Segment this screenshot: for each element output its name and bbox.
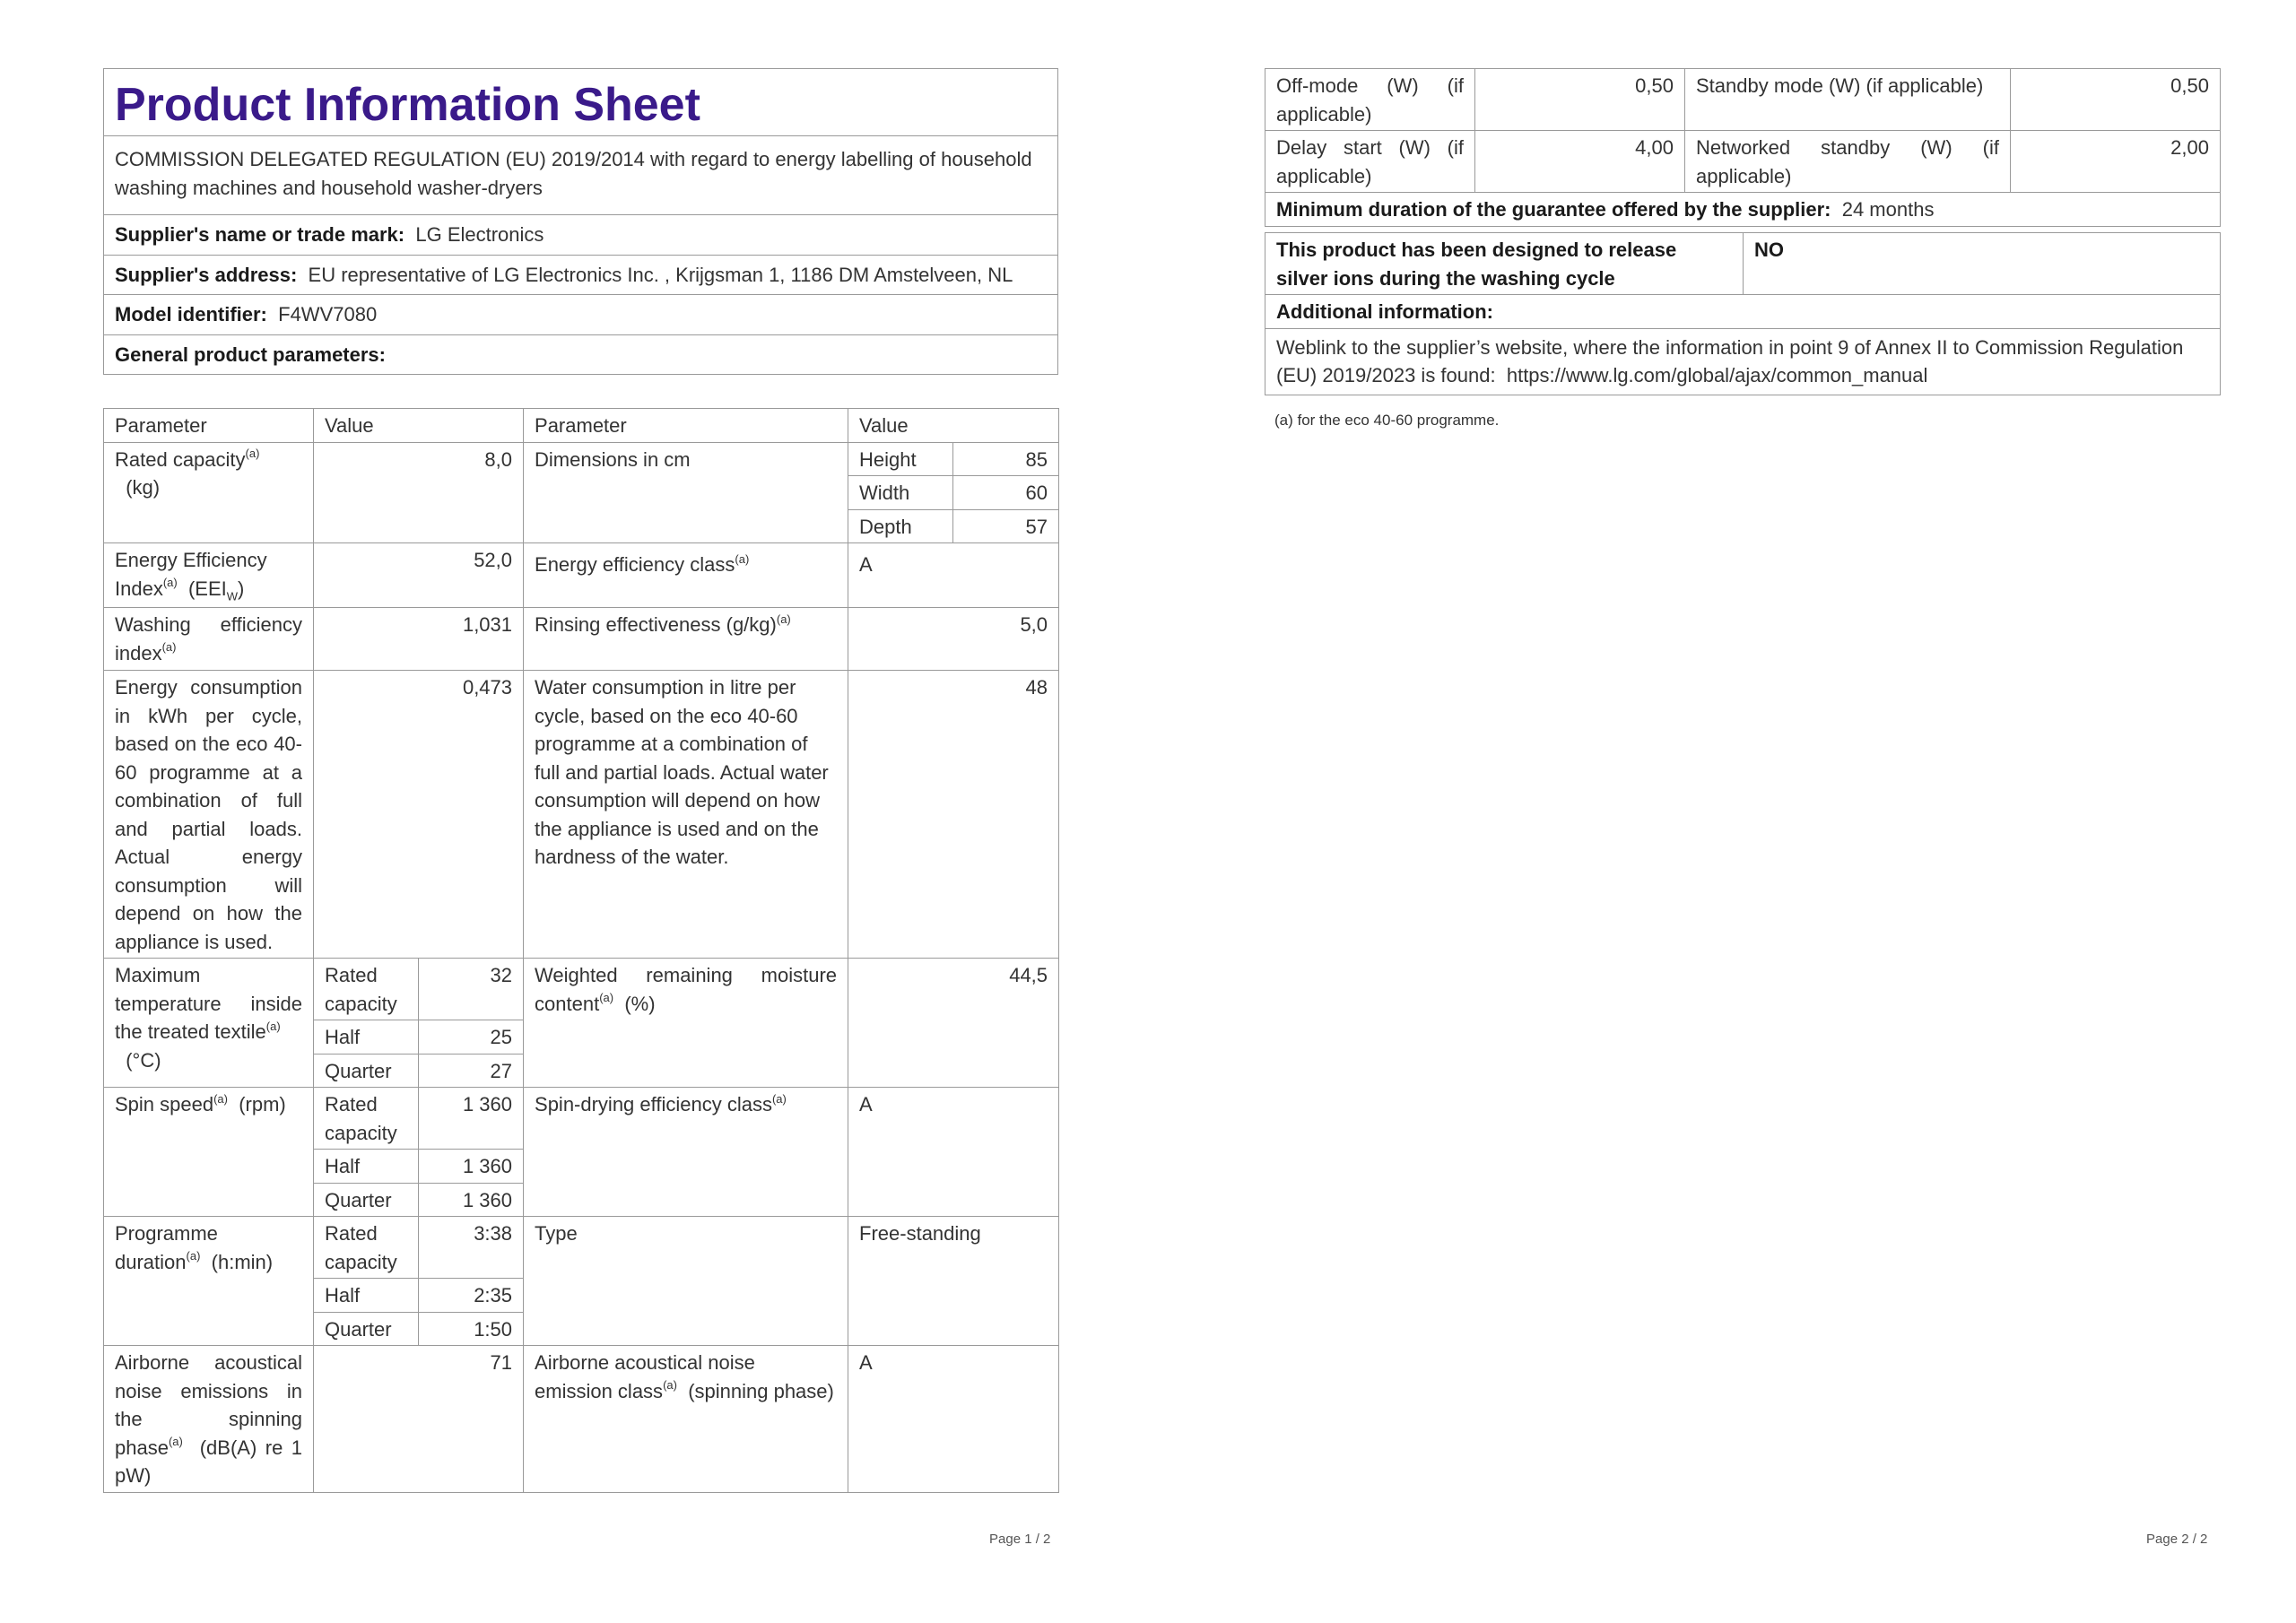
spin-class-value: A <box>848 1088 1059 1217</box>
duration-quarter-value: 1:50 <box>419 1312 524 1346</box>
temp-quarter-value: 27 <box>419 1054 524 1088</box>
model-identifier: F4WV7080 <box>278 303 378 325</box>
duration-half-value: 2:35 <box>419 1279 524 1313</box>
page-title: Product Information Sheet <box>104 69 1058 136</box>
moisture-value: 44,5 <box>848 959 1059 1088</box>
rinsing-label: Rinsing effectiveness $(g/kg)^{(a)}$ <box>524 608 848 671</box>
header-value: Value <box>314 409 524 443</box>
type-label: Type <box>524 1217 848 1346</box>
supplier-name-row <box>104 215 1058 256</box>
noise-class-value: A <box>848 1346 1059 1493</box>
table-row <box>1265 69 2221 131</box>
page-number-1: Page 1 / 2 <box>989 1532 1051 1547</box>
width-value: 60 <box>953 476 1059 510</box>
general-params-label: General product parameters: <box>115 343 386 366</box>
temp-rated-label: Rated capacity <box>314 959 419 1020</box>
parameters-table <box>103 408 1059 1493</box>
table-row <box>104 959 1059 1020</box>
width-label: Width <box>848 476 953 510</box>
supplier-name-label: Supplier's name or trade mark: <box>115 223 405 246</box>
page-number-2: Page 2 / 2 <box>2146 1532 2208 1547</box>
eei-value: 52,0 <box>314 543 524 608</box>
temp-half-label: Half <box>314 1020 419 1055</box>
silver-ions-value: NO <box>1744 233 2221 295</box>
table-row <box>104 1217 1059 1279</box>
silver-ions-label: This product has been designed to release silver ions during the washing cycle <box>1265 233 1744 295</box>
spin-speed-label: Spin speed$^{(a)}$ (rpm) <box>104 1088 314 1217</box>
spin-class-label: Spin-drying efficiency class$^{(a)}$ <box>524 1088 848 1217</box>
spin-rated-value: 1 360 <box>419 1088 524 1150</box>
model-row <box>104 295 1058 335</box>
weblink-url[interactable]: https://www.lg.com/global/ajax/common_manual <box>1506 364 1928 386</box>
duration-rated-value: 3:38 <box>419 1217 524 1279</box>
guarantee-row <box>1265 193 2221 227</box>
energy-class-label: Energy efficiency class$^{(a)}$ <box>524 543 848 608</box>
energy-consumption-label: Energy consumption in kWh per cycle, based on the eco 40-60 programme at a combination of full and partial loads. Actual energy consumption will depend on how the appliance is used. <box>104 671 314 959</box>
depth-label: Depth <box>848 509 953 543</box>
regulation-text: COMMISSION DELEGATED REGULATION (EU) 2019/2014 with regard to energy labelling of household washing machines and household washer-dryers <box>104 136 1058 215</box>
guarantee-value: 24 months <box>1841 198 1935 221</box>
depth-value: 57 <box>953 509 1059 543</box>
washing-efficiency-value: 1,031 <box>314 608 524 671</box>
standby-value: 0,50 <box>2011 69 2221 131</box>
duration-half-label: Half <box>314 1279 419 1313</box>
model-label: Model identifier: <box>115 303 267 325</box>
table-row <box>104 1346 1059 1493</box>
noise-class-label: Airborne acoustical noise emission class$^{(a)}$ (spinning phase) <box>524 1346 848 1493</box>
temp-rated-value: 32 <box>419 959 524 1020</box>
header-parameter-2: Parameter <box>524 409 848 443</box>
header-table <box>103 68 1058 375</box>
spin-quarter-value: 1 360 <box>419 1183 524 1217</box>
table-header-row <box>104 409 1059 443</box>
networked-standby-value: 2,00 <box>2011 131 2221 193</box>
table-row <box>1265 295 2221 329</box>
delay-start-label: Delay start (W) (if applicable) <box>1265 131 1475 193</box>
additional-info-label: Additional information: <box>1265 295 2221 329</box>
duration-rated-label: Rated capacity <box>314 1217 419 1279</box>
capacity-value: 8,0 <box>314 442 524 543</box>
table-row <box>104 543 1059 608</box>
header-parameter: Parameter <box>104 409 314 443</box>
table-row <box>104 608 1059 671</box>
weblink-text: Weblink to the supplier’s website, where the information in point 9 of Annex II to Commission Regulation (EU) 2019/2023 is found: <box>1276 335 2184 386</box>
dimensions-label: Dimensions in cm <box>524 442 848 543</box>
washing-efficiency-label: Washing efficiency index$^{(a)}$ <box>104 608 314 671</box>
supplier-address-label: Supplier's address: <box>115 263 298 286</box>
weblink-row <box>1265 328 2221 395</box>
energy-class-value: A <box>848 543 1059 608</box>
water-consumption-value: 48 <box>848 671 1059 959</box>
supplier-name: LG Electronics <box>415 223 544 246</box>
spin-rated-label: Rated capacity <box>314 1088 419 1150</box>
duration-quarter-label: Quarter <box>314 1312 419 1346</box>
supplier-address: EU representative of LG Electronics Inc. , Krijgsman 1, 1186 DM Amstelveen, NL <box>308 263 1013 286</box>
height-label: Height <box>848 442 953 476</box>
table-row <box>104 671 1059 959</box>
table-row <box>1265 193 2221 227</box>
page2-power-table <box>1265 68 2221 227</box>
type-value: Free-standing <box>848 1217 1059 1346</box>
general-params-row <box>104 334 1058 375</box>
standby-label: Standby mode (W) (if applicable) <box>1685 69 2011 131</box>
spin-half-value: 1 360 <box>419 1150 524 1184</box>
capacity-label: Rated capacity$^{(a)}$ (kg) <box>104 442 314 543</box>
supplier-address-row <box>104 255 1058 295</box>
delay-start-value: 4,00 <box>1475 131 1685 193</box>
rinsing-value: 5,0 <box>848 608 1059 671</box>
eei-label: Energy Efficiency Index$^{(a)}$ $(EEI_W)$ <box>104 543 314 608</box>
spin-half-label: Half <box>314 1150 419 1184</box>
spin-quarter-label: Quarter <box>314 1183 419 1217</box>
networked-standby-label: Networked standby (W) (if applicable) <box>1685 131 2011 193</box>
footnote: (a) for the eco 40-60 programme. <box>1274 412 1500 429</box>
page2-info-table <box>1265 232 2221 395</box>
max-temperature-label: Maximum temperature inside the treated textile$^{(a)}$ (°C) <box>104 959 314 1088</box>
moisture-label: Weighted remaining moisture content$^{(a)}$ (%) <box>524 959 848 1088</box>
noise-emissions-value: 71 <box>314 1346 524 1493</box>
temp-half-value: 25 <box>419 1020 524 1055</box>
guarantee-label: Minimum duration of the guarantee offered by the supplier: <box>1276 198 1831 221</box>
table-row <box>104 442 1059 476</box>
table-row <box>104 1088 1059 1150</box>
table-row <box>1265 328 2221 395</box>
energy-consumption-value: 0,473 <box>314 671 524 959</box>
water-consumption-label: Water consumption in litre per cycle, based on the eco 40-60 programme at a combination of full and partial loads. Actual water consumption will depend on how the appliance is used and on the hardness of the water. <box>524 671 848 959</box>
temp-quarter-label: Quarter <box>314 1054 419 1088</box>
page-2 <box>1148 0 2296 1623</box>
table-row <box>1265 131 2221 193</box>
programme-duration-label: Programme duration$^{(a)}$ (h:min) <box>104 1217 314 1346</box>
offmode-value: 0,50 <box>1475 69 1685 131</box>
table-row <box>1265 233 2221 295</box>
offmode-label: Off-mode (W) (if applicable) <box>1265 69 1475 131</box>
header-value-2: Value <box>848 409 1059 443</box>
noise-emissions-label: Airborne acoustical noise emissions in the spinning phase$^{(a)}$ (dB(A) re 1 pW) <box>104 1346 314 1493</box>
height-value: 85 <box>953 442 1059 476</box>
